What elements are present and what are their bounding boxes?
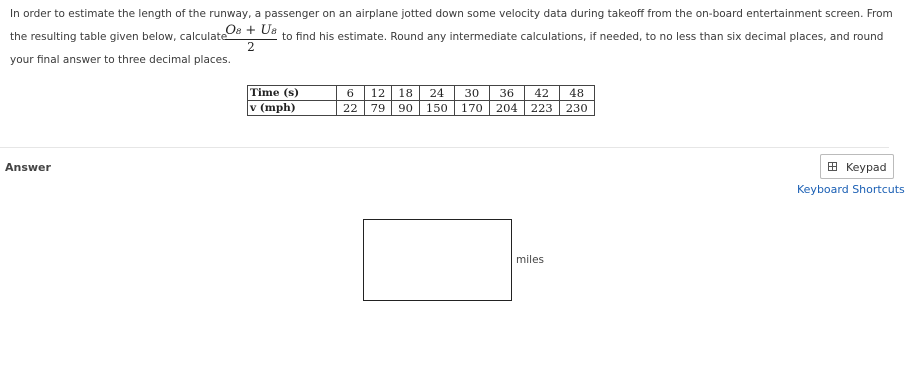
velocity-cell: 150	[419, 101, 454, 116]
keyboard-shortcuts-link[interactable]: Keyboard Shortcuts	[797, 183, 905, 196]
formula-numerator: O₈ + U₈	[225, 23, 277, 38]
formula-fraction	[223, 23, 279, 55]
velocity-cell: 22	[337, 101, 365, 116]
unit-label: miles	[516, 254, 544, 266]
velocity-cell: 79	[364, 101, 392, 116]
time-cell: 6	[337, 86, 365, 101]
time-cell: 12	[364, 86, 392, 101]
velocity-cell: 204	[489, 101, 524, 116]
time-cell: 18	[392, 86, 420, 101]
answer-label: Answer	[5, 161, 51, 174]
formula-denominator: 2	[247, 40, 255, 54]
velocity-cell: 90	[392, 101, 420, 116]
time-cell: 30	[454, 86, 489, 101]
time-cell: 42	[524, 86, 559, 101]
time-row-label: Time (s)	[248, 86, 337, 101]
question-line-2-start: the resulting table given below, calculate	[10, 31, 228, 43]
keypad-button[interactable]	[820, 154, 894, 179]
answer-input[interactable]	[363, 219, 512, 301]
velocity-cell: 230	[559, 101, 594, 116]
keypad-label: Keypad	[846, 161, 887, 174]
question-line-3: your final answer to three decimal places.	[10, 54, 231, 66]
section-divider	[0, 147, 889, 148]
question-line-2-end: to find his estimate. Round any intermediate calculations, if needed, to no less than six decimal places, and round	[282, 31, 884, 43]
time-row	[248, 86, 595, 101]
time-cell: 36	[489, 86, 524, 101]
time-cell: 24	[419, 86, 454, 101]
velocity-row-label: v (mph)	[248, 101, 337, 116]
velocity-row	[248, 101, 595, 116]
velocity-cell: 223	[524, 101, 559, 116]
velocity-table	[247, 85, 595, 116]
question-line-1: In order to estimate the length of the runway, a passenger on an airplane jotted down some velocity data during takeoff from the on-board entertainment screen. From	[10, 8, 893, 20]
time-cell: 48	[559, 86, 594, 101]
keypad-icon	[828, 162, 837, 171]
velocity-cell: 170	[454, 101, 489, 116]
